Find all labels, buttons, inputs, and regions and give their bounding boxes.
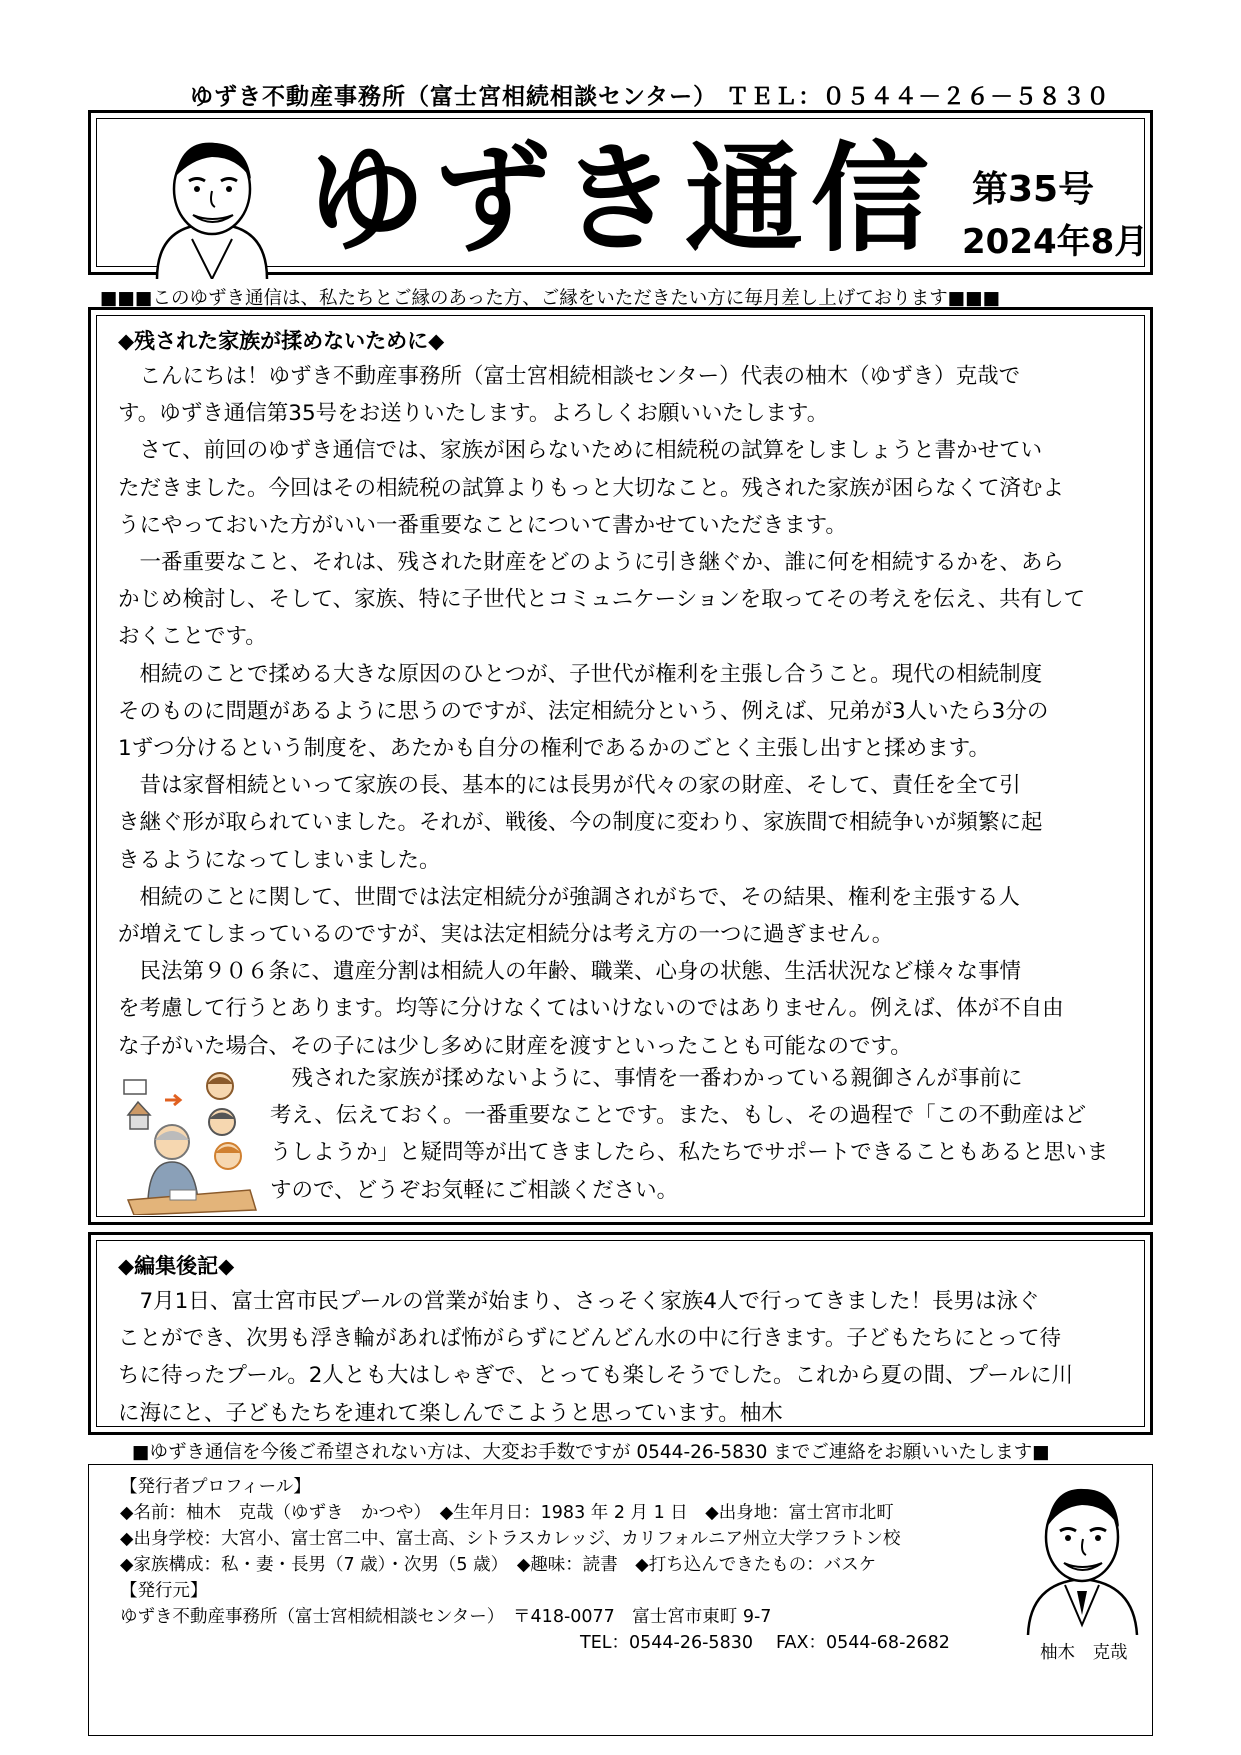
article-line: こんにちは！ゆずき不動産事務所（富士宮相続相談センター）代表の柚木（ゆずき）克哉で <box>118 364 1021 389</box>
article-body <box>118 358 1085 1065</box>
editorial-line: ちに待ったプール。2人とも大はしゃぎで、とっても楽しそうでした。これから夏の間、プールに川 <box>118 1363 1073 1389</box>
article-line: さて、前回のゆずき通信では、家族が困らないために相続税の試算をしましょうと書かせてい <box>118 438 1043 464</box>
article-line: 一番重要なこと、それは、残された財産をどのように引き継ぐか、誰に何を相続するかを、あら <box>118 550 1065 576</box>
profile-text <box>120 1474 900 1630</box>
article-closing-line: 考え、伝えておく。一番重要なことです。また、もし、その過程で「この不動産はど <box>270 1103 1087 1129</box>
tagline: ■■■このゆずき通信は、私たちとご縁のあった方、ご縁をいただきたい方に毎月差し上げております■■■ <box>100 288 1001 309</box>
article-line: うにやっておいた方がいい一番重要なことについて書かせていただきます。 <box>118 512 847 538</box>
article-line: 民法第９０６条に、遺産分割は相続人の年齢、職業、心身の状態、生活状況など様々な事情 <box>118 959 1022 985</box>
newsletter-title: ゆずき通信 <box>307 130 938 268</box>
profile-line: ◆家族構成：私・妻・長男（7 歳）・次男（5 歳） ◆趣味：読書 ◆打ち込んできたもの：バスケ <box>120 1555 877 1575</box>
masthead-inner-frame <box>96 118 1149 268</box>
author-signature-name: 柚木 克哉 <box>1040 1643 1128 1663</box>
publisher-address: ゆずき不動産事務所（富士宮相続相談センター） 〒418-0077 富士宮市東町 9-7 <box>120 1607 772 1627</box>
family-inheritance-illustration-icon <box>120 1070 260 1215</box>
editorial-body <box>118 1283 1073 1432</box>
issue-number: 第35号 <box>972 169 1095 210</box>
editorial-line: 7月1日、富士宮市民プールの営業が始まり、さっそく家族4人で行ってきました！長男は泳ぐ <box>118 1289 1040 1314</box>
masthead <box>88 110 1153 275</box>
publisher-heading: 【発行元】 <box>120 1581 208 1601</box>
editorial-heading: ◆編集後記◆ <box>118 1254 235 1278</box>
article-closing-line: うしようか」と疑問等が出てきましたら、私たちでサポートできることもあると思いま <box>270 1140 1109 1166</box>
article-line: 昔は家督相続といって家族の長、基本的には長男が代々の家の財産、そして、責任を全て引 <box>118 773 1021 799</box>
profile-heading: 【発行者プロフィール】 <box>120 1477 311 1497</box>
article-line: き継ぐ形が取られていました。それが、戦後、今の制度に変わり、家族間で相続争いが頻繁に起 <box>118 810 1043 836</box>
article-line: きるようになってしまいました。 <box>118 847 441 873</box>
article-line: ただきました。今回はその相続税の試算よりもっと大切なこと。残された家族が困らなくて済むよ <box>118 475 1065 501</box>
article-line: かじめ検討し、そして、家族、特に子世代とコミュニケーションを取ってその考えを伝え、共有して <box>118 587 1086 613</box>
article-line: 相続のことで揉める大きな原因のひとつが、子世代が権利を主張し合うこと。現代の相続制度 <box>118 661 1043 687</box>
article-heading: ◆残された家族が揉めないために◆ <box>118 329 445 353</box>
article-line: 相続のことに関して、世間では法定相続分が強調されがちで、その結果、権利を主張する人 <box>118 884 1020 910</box>
article-closing-line: 残された家族が揉めないように、事情を一番わかっている親御さんが事前に <box>270 1066 1023 1091</box>
caricature-portrait-icon <box>137 129 287 279</box>
header-company-tel: ゆずき不動産事務所（富士宮相続相談センター） ＴＥＬ：０５４４－２６－５８３０ <box>190 84 1111 110</box>
publisher-contact: TEL：0544-26-5830 FAX：0544-68-2682 <box>580 1633 950 1653</box>
author-portrait-icon <box>1020 1475 1145 1635</box>
article-line: が増えてしまっているのですが、実は法定相続分は考え方の一つに過ぎません。 <box>118 922 894 948</box>
article-closing <box>270 1060 1108 1209</box>
editorial-line: ことができ、次男も浮き輪があれば怖がらずにどんどん水の中に行きます。子どもたちにとって待 <box>118 1326 1061 1352</box>
article-line: 1ずつ分けるという制度を、あたかも自分の権利であるかのごとく主張し出すと揉めます。 <box>118 736 990 762</box>
article-closing-line: すので、どうぞお気軽にご相談ください。 <box>270 1177 679 1203</box>
article-line: おくことです。 <box>118 624 267 650</box>
unsubscribe-notice: ■ゆずき通信を今後ご希望されない方は、大変お手数ですが 0544-26-5830 までご連絡をお願いいたします■ <box>132 1442 1050 1463</box>
article-line: を考慮して行うとあります。均等に分けなくてはいけないのではありません。例えば、体が不自由 <box>118 996 1064 1022</box>
profile-line: ◆名前：柚木 克哉（ゆずき かつや） ◆生年月日：1983 年 2 月 1 日 ◆出身地：富士宮市北町 <box>120 1503 894 1523</box>
profile-line: ◆出身学校：大宮小、富士宮二中、富士高、シトラスカレッジ、カリフォルニア州立大学フラトン校 <box>120 1529 901 1549</box>
issue-date: 2024年8月 <box>962 222 1149 262</box>
article-line: な子がいた場合、その子には少し多めに財産を渡すといったことも可能なのです。 <box>118 1033 912 1059</box>
article-line: そのものに問題があるように思うのですが、法定相続分という、例えば、兄弟が3人いたら3分の <box>118 698 1049 724</box>
article-line: す。ゆずき通信第35号をお送りいたします。よろしくお願いいたします。 <box>118 401 829 427</box>
editorial-line: に海にと、子どもたちを連れて楽しんでこようと思っています。柚木 <box>118 1400 783 1426</box>
